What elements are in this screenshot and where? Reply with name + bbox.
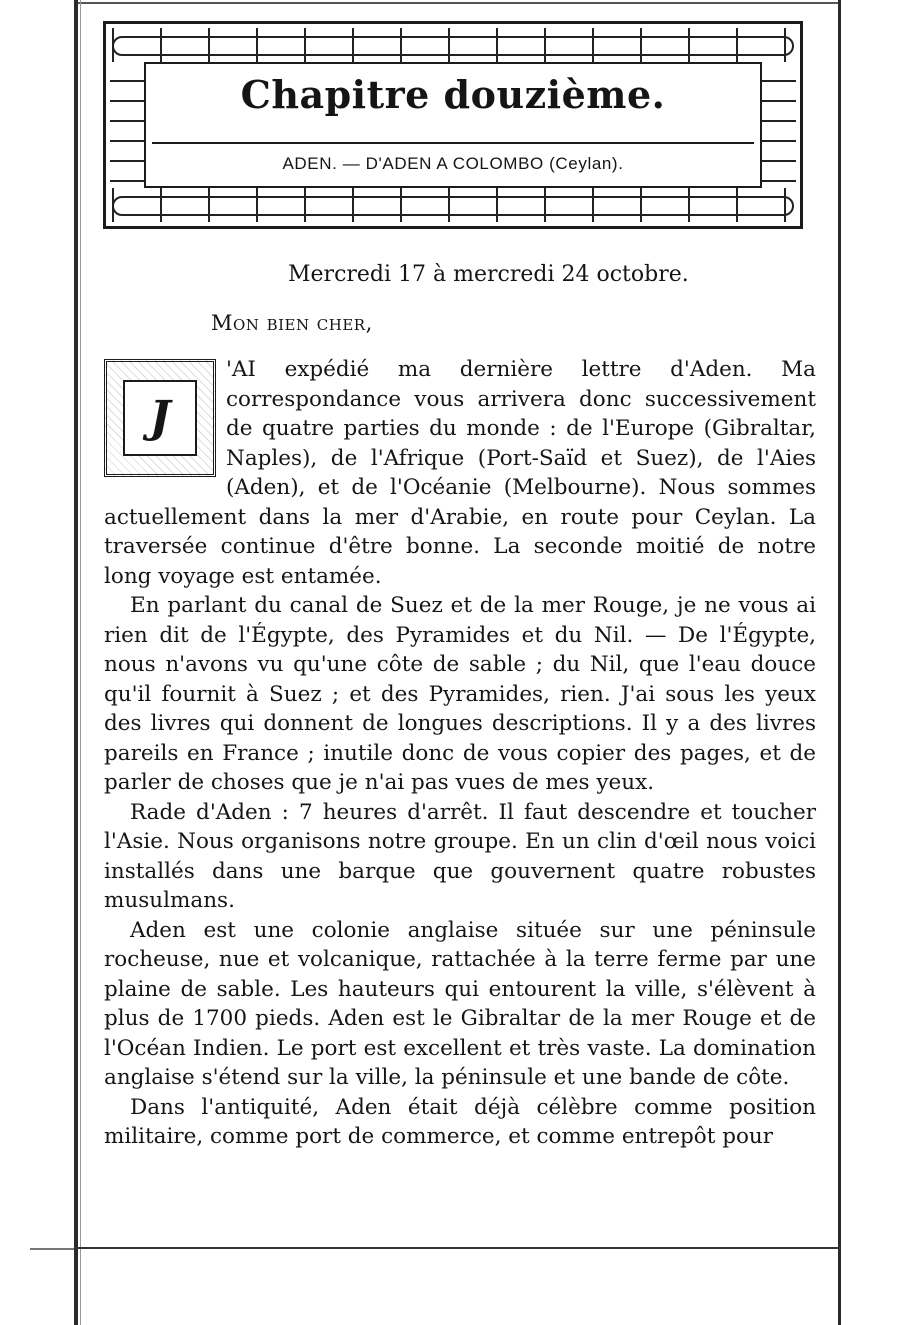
letter-dateline: Mercredi 17 à mercredi 24 octobre.: [288, 262, 689, 287]
letter-body: [104, 355, 816, 1152]
title-divider: [152, 142, 754, 144]
page-left-rule-inner: [80, 0, 81, 1325]
paragraph-1: 'AI expédié ma dernière lettre d'Aden. Ma correspondance vous arrivera donc successivement de quatre parties du monde : de l'Europe (Gibraltar, Naples), de l'Afrique (Port-Saïd et Suez), de l'Aies (Aden), et de l'Océanie (Melbourne). Nous sommes actuellement dans la mer d'Arabie, en route pour Ceylan. La traversée continue d'être bonne. La seconde moitié de notre long voyage est entamée.: [104, 357, 816, 589]
ornamental-border-top: [106, 28, 800, 62]
letter-salutation: Mon bien cher,: [211, 311, 373, 335]
ornamental-border-bottom: [106, 188, 800, 222]
paragraph-5: Dans l'antiquité, Aden était déjà célèbre comme position militaire, comme port de commerce, et comme entrepôt pour: [104, 1094, 816, 1149]
chapter-title: Chapitre douzième.: [240, 72, 666, 117]
paragraph-3: Rade d'Aden : 7 heures d'arrêt. Il faut descendre et toucher l'Asie. Nous organisons notre groupe. En un clin d'œil nous voici installés dans une barque que gouvernent quatre robustes musulmans.: [104, 799, 816, 913]
chapter-subtitle: ADEN. — D'ADEN A COLOMBO (Ceylan).: [282, 154, 624, 173]
chapter-title-frame: [144, 62, 762, 188]
page-right-rule: [838, 0, 841, 1325]
paragraph-2: En parlant du canal de Suez et de la mer Rouge, je ne vous ai rien dit de l'Égypte, des Pyramides et du Nil. — De l'Égypte, nous n'avons vu qu'une côte de sable ; du Nil, que l'eau douce qu'il fournit à Suez ; et des Pyramides, rien. J'ai sous les yeux des livres qui donnent de longues descriptions. Il y a des livres pareils en France ; inutile donc de vous copier des pages, et de parler de choses que je n'ai pas vues de mes yeux.: [104, 593, 816, 795]
chapter-header-box: [103, 21, 803, 229]
ornamental-border-right: [762, 62, 796, 188]
dropcap-letter: J: [123, 380, 197, 456]
page-top-rule: [74, 2, 840, 4]
ornamental-border-left: [110, 62, 144, 188]
page-bottom-rule-extension: [30, 1248, 74, 1250]
page-bottom-rule: [74, 1247, 840, 1249]
ornamental-dropcap: [104, 359, 216, 477]
paragraph-4: Aden est une colonie anglaise située sur une péninsule rocheuse, nue et volcanique, rattachée à la terre ferme par une plaine de sable. Les hauteurs qui entourent la ville, s'élèvent à plus de 1700 pieds. Aden est le Gibraltar de la mer Rouge et de l'Océan Indien. Le port est excellent et très vaste. La domination anglaise s'étend sur la ville, la péninsule et une bande de côte.: [104, 917, 816, 1090]
page-left-rule: [74, 0, 78, 1325]
